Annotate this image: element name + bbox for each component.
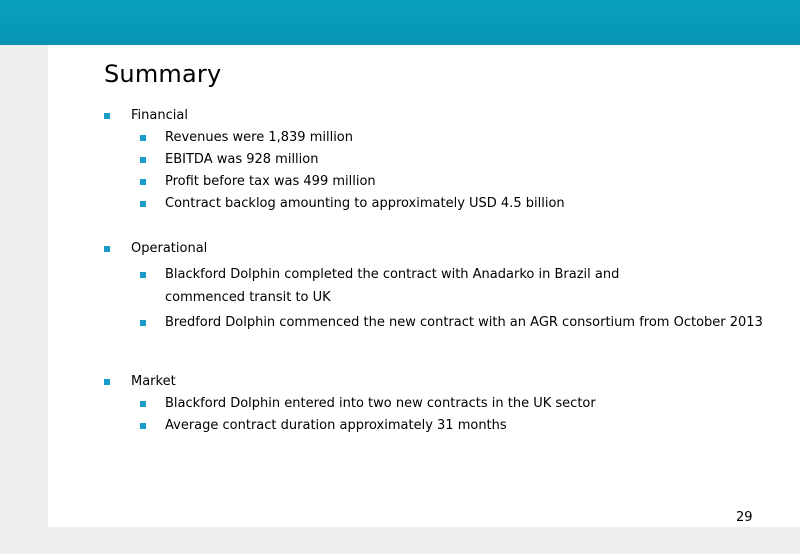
list-item: Blackford Dolphin completed the contract with Anadarko in Brazil and: [165, 267, 620, 282]
list-item: Contract backlog amounting to approximately USD 4.5 billion: [165, 196, 565, 211]
bullet-icon: [140, 320, 146, 326]
bullet-icon: [140, 157, 146, 163]
bullet-icon: [104, 246, 110, 252]
section-heading-operational: Operational: [131, 241, 208, 256]
slide-title: Summary: [104, 60, 222, 88]
list-item: Revenues were 1,839 million: [165, 130, 353, 145]
list-item: Bredford Dolphin commenced the new contract with an AGR consortium from October 2013: [165, 315, 763, 330]
bullet-icon: [140, 272, 146, 278]
section-heading-financial: Financial: [131, 108, 188, 123]
bullet-icon: [140, 401, 146, 407]
list-item: EBITDA was 928 million: [165, 152, 319, 167]
bullet-icon: [140, 179, 146, 185]
bullet-icon: [140, 135, 146, 141]
section-heading-market: Market: [131, 374, 176, 389]
list-item-continuation: commenced transit to UK: [165, 290, 331, 305]
page-number: 29: [736, 510, 753, 525]
list-item: Average contract duration approximately 31 months: [165, 418, 507, 433]
list-item: Profit before tax was 499 million: [165, 174, 376, 189]
bullet-icon: [140, 423, 146, 429]
list-item: Blackford Dolphin entered into two new contracts in the UK sector: [165, 396, 596, 411]
header-band: [0, 0, 800, 45]
bullet-icon: [140, 201, 146, 207]
footer-band: [0, 527, 800, 554]
bullet-icon: [104, 113, 110, 119]
left-margin-band: [0, 45, 48, 554]
bullet-icon: [104, 379, 110, 385]
